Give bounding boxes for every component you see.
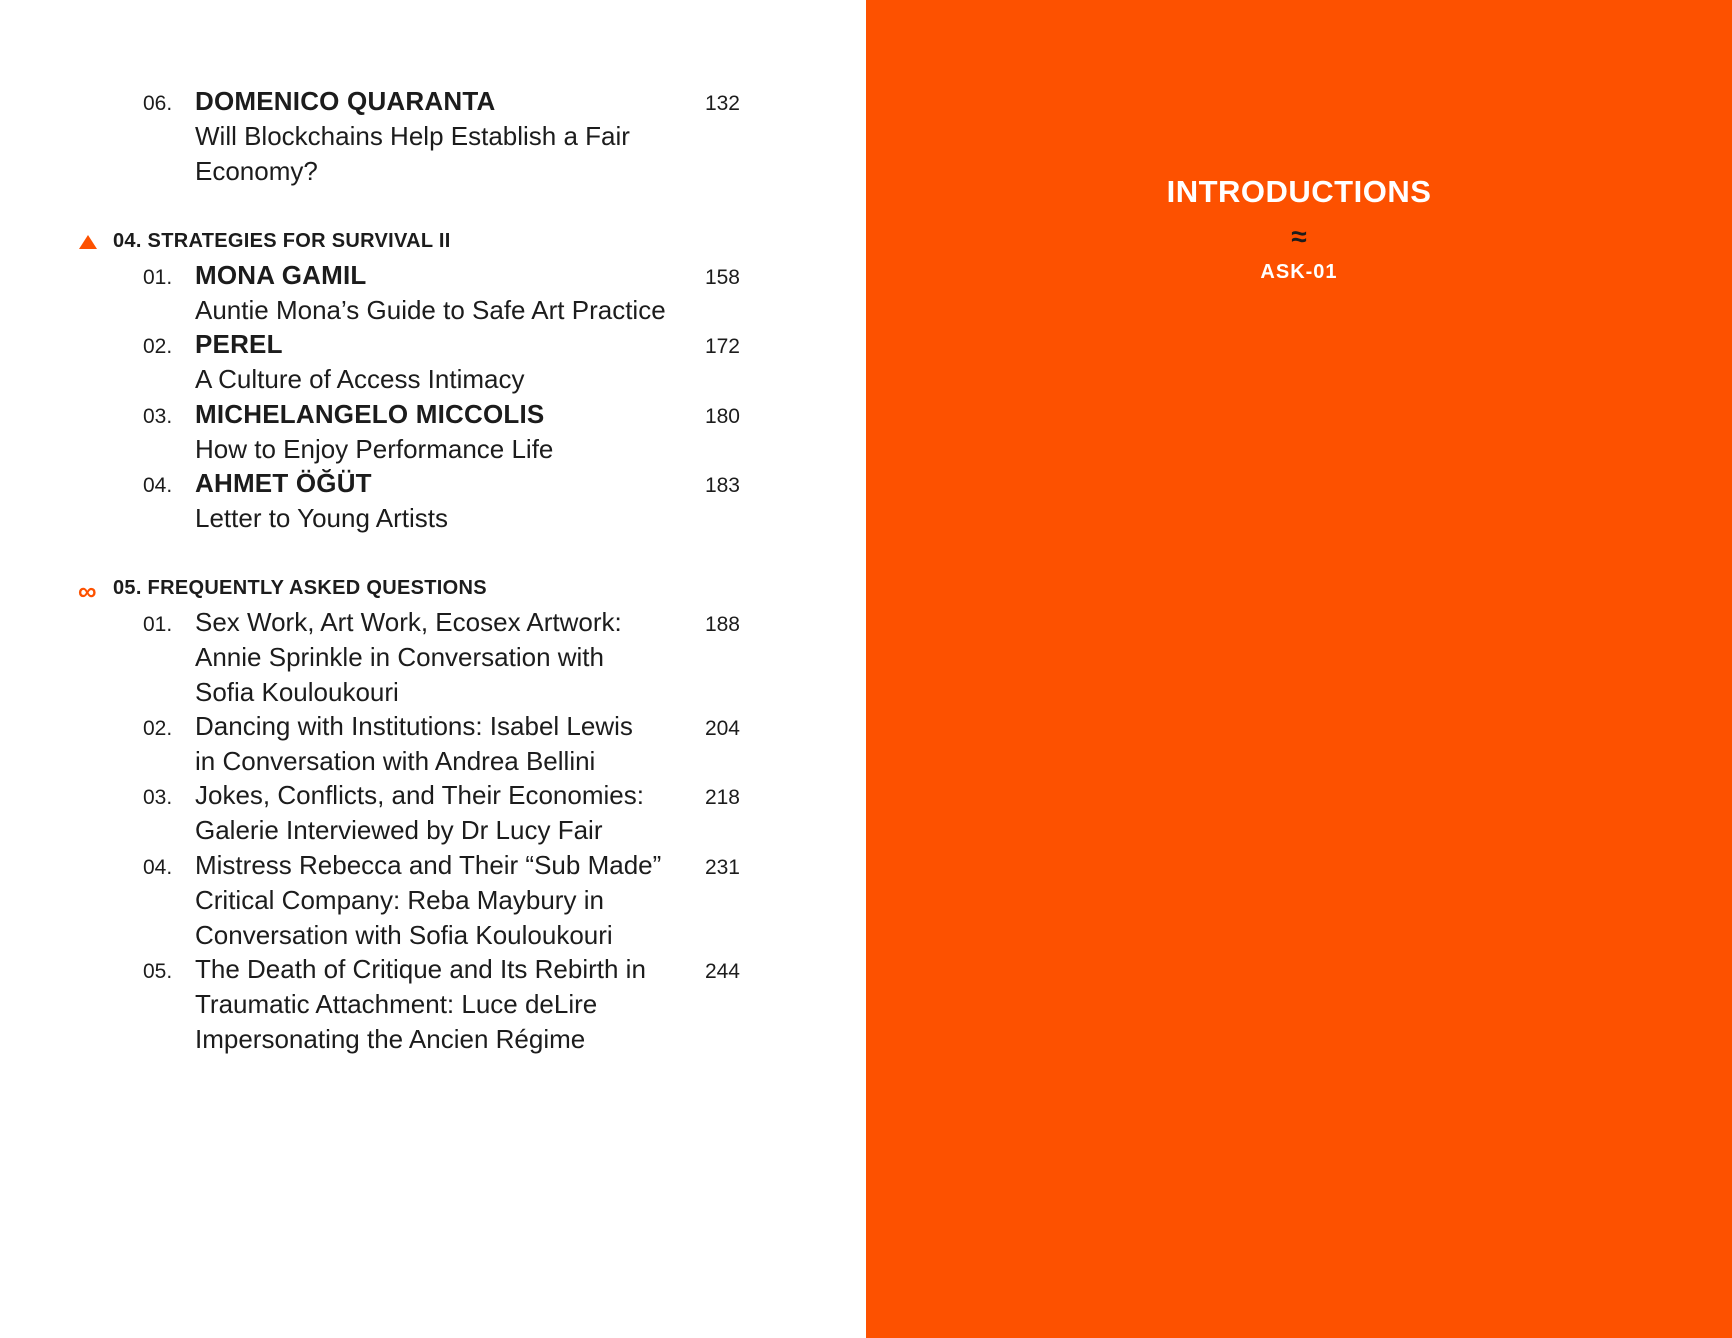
entry-page-number: 180 <box>704 405 740 428</box>
entry-title-line: A Culture of Access Intimacy <box>195 364 525 394</box>
entry-number: 02. <box>143 335 173 358</box>
entry-number: 01. <box>143 266 173 289</box>
toc-entry[interactable] <box>195 952 670 1057</box>
issue-code: ASK-01 <box>1260 261 1338 283</box>
entry-page-number: 183 <box>704 474 740 497</box>
entry-title-line: Will Blockchains Help Establish a Fair <box>195 121 630 151</box>
toc-entry[interactable] <box>195 84 670 189</box>
entry-page-number: 218 <box>704 786 740 809</box>
entry-page-number: 172 <box>704 335 740 358</box>
entry-title-line: The Death of Critique and Its Rebirth in <box>195 954 646 984</box>
infinity-icon: ∞ <box>78 576 97 606</box>
entry-title-line: Economy? <box>195 156 318 186</box>
entry-title-line: Galerie Interviewed by Dr Lucy Fair <box>195 815 603 845</box>
entry-number: 04. <box>143 474 173 497</box>
entry-title-line: Dancing with Institutions: Isabel Lewis <box>195 711 633 741</box>
triangle-icon <box>79 235 97 249</box>
entry-title-line: Auntie Mona’s Guide to Safe Art Practice <box>195 295 666 325</box>
entry-number: 01. <box>143 613 173 636</box>
entry-title-line: in Conversation with Andrea Bellini <box>195 746 596 776</box>
entry-title-line: Conversation with Sofia Kouloukouri <box>195 920 613 950</box>
entry-page-number: 204 <box>704 717 740 740</box>
entry-title-line: Traumatic Attachment: Luce deLire <box>195 989 598 1019</box>
entry-title-line: Sofia Kouloukouri <box>195 677 399 707</box>
approx-symbol-icon: ≈ <box>1291 221 1307 252</box>
entry-page-number: 244 <box>704 960 740 983</box>
entry-page-number: 158 <box>704 266 740 289</box>
entry-number: 03. <box>143 786 173 809</box>
entry-number: 02. <box>143 717 173 740</box>
toc-entry[interactable] <box>195 466 670 536</box>
entry-title-line: Sex Work, Art Work, Ecosex Artwork: <box>195 607 622 637</box>
entry-author: DOMENICO QUARANTA <box>195 86 496 116</box>
entry-number: 06. <box>143 92 173 115</box>
entry-title-line: Impersonating the Ancien Régime <box>195 1024 586 1054</box>
entry-title-line: Letter to Young Artists <box>195 503 448 533</box>
right-page <box>866 0 1732 1338</box>
entry-title-line: Critical Company: Reba Maybury in <box>195 885 604 915</box>
entry-author: MONA GAMIL <box>195 260 367 290</box>
entry-author: PEREL <box>195 329 283 359</box>
section-heading: 04. STRATEGIES FOR SURVIVAL II <box>113 230 451 252</box>
entry-author: MICHELANGELO MICCOLIS <box>195 399 545 429</box>
entry-author: AHMET ÖĞÜT <box>195 468 372 498</box>
toc-entry[interactable] <box>195 778 670 848</box>
toc-entry[interactable] <box>195 709 670 779</box>
entry-number: 03. <box>143 405 173 428</box>
entry-number: 04. <box>143 856 173 879</box>
entry-title-line: Jokes, Conflicts, and Their Economies: <box>195 780 644 810</box>
section-heading: 05. FREQUENTLY ASKED QUESTIONS <box>113 577 487 599</box>
toc-entry[interactable] <box>195 605 670 710</box>
toc-entry[interactable] <box>195 848 670 953</box>
entry-title-line: How to Enjoy Performance Life <box>195 434 554 464</box>
entry-page-number: 188 <box>704 613 740 636</box>
toc-entry[interactable] <box>195 397 670 467</box>
toc-entry[interactable] <box>195 327 670 397</box>
entry-number: 05. <box>143 960 173 983</box>
introductions-title: INTRODUCTIONS <box>1166 174 1432 209</box>
entry-title-line: Annie Sprinkle in Conversation with <box>195 642 604 672</box>
entry-title-line: Mistress Rebecca and Their “Sub Made” <box>195 850 662 880</box>
entry-page-number: 132 <box>704 92 740 115</box>
entry-page-number: 231 <box>704 856 740 879</box>
toc-entry[interactable] <box>195 258 670 328</box>
